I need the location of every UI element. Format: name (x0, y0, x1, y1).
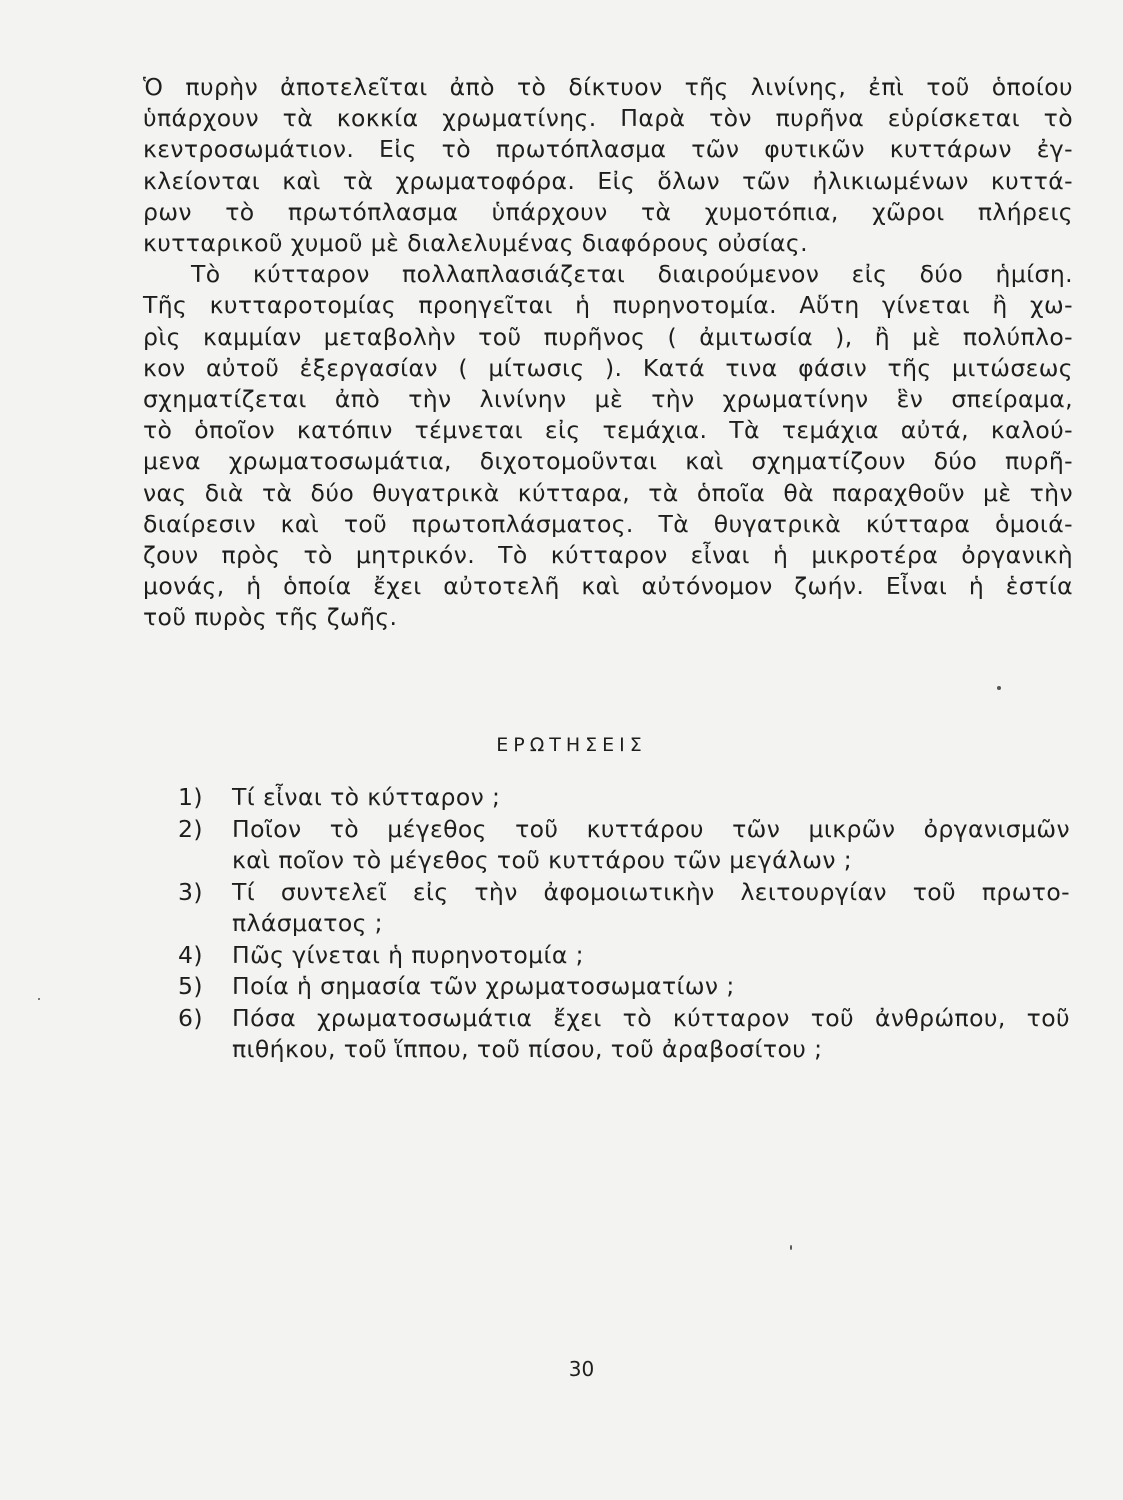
question-text (232, 940, 1070, 972)
text-line: καὶ ποῖον τὸ μέγεθος τοῦ κυττάρου τῶν μεγάλων ; (232, 846, 853, 874)
text-line: σχηματίζεται ἀπὸ τὴν λινίνην μὲ τὴν χρωματίνην ἓν σπείραμα, (143, 385, 1073, 414)
text-line: Πῶς γίνεται ἡ πυρηνοτομία ; (232, 940, 584, 969)
question-text (232, 814, 1070, 877)
question-number: 5) (178, 972, 203, 1000)
text-line: πλάσματος ; (232, 909, 383, 937)
text-line: μενα χρωματοσωμάτια, διχοτομοῦνται καὶ σχηματίζουν δύο πυρῆ- (143, 447, 1073, 476)
text-line: τὸ ὁποῖον κατόπιν τέμνεται εἰς τεμάχια. Τὰ τεμάχια αὐτά, καλού- (143, 416, 1073, 445)
question-item (178, 940, 1070, 972)
text-line: πιθήκου, τοῦ ἵππου, τοῦ πίσου, τοῦ ἀραβοσίτου ; (232, 1035, 823, 1063)
scan-speck (997, 686, 1001, 690)
text-line: Ποῖον τὸ μέγεθος τοῦ κυττάρου τῶν μικρῶν ὀργανισμῶν (232, 814, 1070, 843)
question-number: 4) (178, 940, 203, 969)
question-item (178, 814, 1070, 877)
question-text (232, 782, 1070, 814)
question-number: 1) (178, 783, 203, 811)
question-text (232, 877, 1070, 940)
page-number: 30 (568, 1357, 595, 1381)
question-number: 2) (178, 814, 203, 843)
text-line: ζουν πρὸς τὸ μητρικόν. Τὸ κύτταρον εἶναι ἡ μικροτέρα ὀργανικὴ (143, 541, 1073, 570)
paragraph-2 (143, 259, 1073, 633)
question-text (232, 1003, 1070, 1066)
text-line: κον αὐτοῦ ἐξεργασίαν ( μίτωσις ). Κατά τινα φάσιν τῆς μιτώσεως (143, 353, 1073, 382)
text-line: ρων τὸ πρωτόπλασμα ὑπάρχουν τὰ χυμοτόπια, χῶροι πλήρεις (143, 197, 1073, 226)
question-item (178, 877, 1070, 940)
text-line: κλείονται καὶ τὰ χρωματοφόρα. Εἰς ὅλων τῶν ἠλικιωμένων κυττά- (143, 166, 1073, 195)
text-line: Ὁ πυρὴν ἀποτελεῖται ἀπὸ τὸ δίκτυον τῆς λινίνης, ἐπὶ τοῦ ὁποίου (143, 73, 1073, 101)
text-line: Τί εἶναι τὸ κύτταρον ; (232, 783, 501, 811)
text-line: Ποία ἡ σημασία τῶν χρωματοσωματίων ; (232, 972, 735, 1000)
section-heading: ΕΡΩΤΗΣΕΙΣ (496, 734, 647, 756)
text-line: μονάς, ἡ ὁποία ἔχει αὐτοτελῆ καὶ αὐτόνομον ζωήν. Εἶναι ἡ ἑστία (143, 572, 1073, 601)
text-line: Πόσα χρωματοσωμάτια ἔχει τὸ κύτταρον τοῦ ἀνθρώπου, τοῦ (232, 1003, 1070, 1032)
question-item (178, 1003, 1070, 1066)
text-line: νας διὰ τὰ δύο θυγατρικὰ κύτταρα, τὰ ὁποῖα θὰ παραχθοῦν μὲ τὴν (143, 478, 1073, 507)
questions-list (178, 782, 1070, 1066)
body-text (143, 72, 1073, 634)
paragraph-1 (143, 72, 1073, 259)
text-line: ρὶς καμμίαν μεταβολὴν τοῦ πυρῆνος ( ἀμιτωσία ), ἢ μὲ πολύπλο- (143, 322, 1073, 351)
question-text (232, 971, 1070, 1003)
text-line: διαίρεσιν καὶ τοῦ πρωτοπλάσματος. Τὰ θυγατρικὰ κύτταρα ὁμοιά- (143, 509, 1073, 538)
text-line: Τί συντελεῖ εἰς τὴν ἀφομοιωτικὴν λειτουργίαν τοῦ πρωτο- (232, 877, 1070, 906)
scan-speck (790, 1245, 792, 1250)
scan-speck (38, 998, 40, 1000)
question-item (178, 782, 1070, 814)
text-line: Τὸ κύτταρον πολλαπλασιάζεται διαιρούμενον εἰς δύο ἡμίση. (191, 260, 1073, 289)
text-line: τοῦ πυρὸς τῆς ζωῆς. (143, 603, 398, 632)
question-number: 6) (178, 1003, 203, 1032)
question-item (178, 971, 1070, 1003)
text-line: ὑπάρχουν τὰ κοκκία χρωματίνης. Παρὰ τὸν πυρῆνα εὑρίσκεται τὸ (143, 104, 1073, 133)
text-line: κεντροσωμάτιον. Εἰς τὸ πρωτόπλασμα τῶν φυτικῶν κυττάρων ἐγ- (143, 135, 1073, 164)
text-line: Τῆς κυτταροτομίας προηγεῖται ἡ πυρηνοτομία. Αὕτη γίνεται ἢ χω- (143, 291, 1073, 320)
text-line: κυτταρικοῦ χυμοῦ μὲ διαλελυμένας διαφόρους οὐσίας. (143, 229, 808, 258)
question-number: 3) (178, 877, 203, 906)
